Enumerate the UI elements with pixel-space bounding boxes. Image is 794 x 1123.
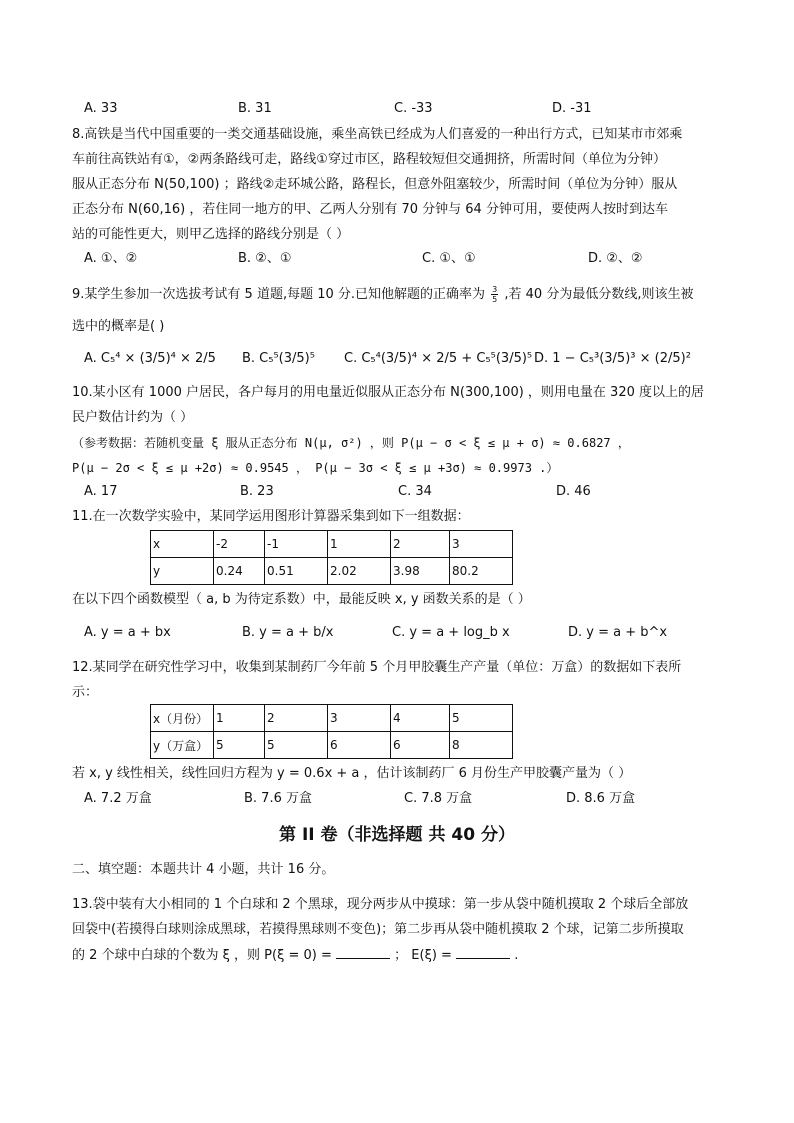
q7-option-c: C. -33 [394,101,433,116]
q9-accuracy-fraction [491,285,498,304]
q11-option-a: A. y = a + bx [84,625,171,640]
table-row [151,558,513,585]
q9-option-a: A. C₅⁴ × (3/5)⁴ × 2/5 [84,351,216,366]
q9-frac-numerator: 3 [492,285,498,294]
q10-line-3: （参考数据：若随机变量 ξ 服从正态分布 N(μ, σ²) ，则 P(μ − σ < ξ ≤ μ + σ) ≈ 0.6827 ， [72,436,630,450]
part2-title: 第 II 卷（非选择题 共 40 分） [279,825,515,845]
q9-text-b: ,若 40 分为最低分数线,则该生被 [504,287,694,302]
q7-option-b: B. 31 [238,101,272,116]
q9-option-d: D. 1 − C₅³(3/5)³ × (2/5)² [534,351,691,366]
table-cell: 5 [265,732,328,759]
q8-line-3: 服从正态分布 N(50,100) ；路线②走环城公路，路程长，但意外阻塞较少，所需时间（单位为分钟）服从 [72,177,678,192]
table-cell: 3 [328,705,391,732]
q8-line-2: 车前往高铁站有①，②两条路线可走，路线①穿过市区，路程较短但交通拥挤，所需时间（单位为分钟） [72,152,666,167]
q10-line-2: 民户数估计约为（ ） [72,410,194,425]
q9-line-1 [72,285,693,304]
q11-option-b: B. y = a + b/x [242,625,334,640]
section2-heading: 二、填空题：本题共计 4 小题，共计 16 分。 [72,862,335,877]
table-cell: x [151,531,214,558]
q9-frac-denominator: 5 [492,295,498,304]
q11-option-d: D. y = a + b^x [568,625,668,640]
table-cell: 0.51 [265,558,328,585]
q10-option-b: B. 23 [240,484,274,499]
table-cell: 80.2 [450,558,513,585]
q8-line-5: 站的可能性更大，则甲乙选择的路线分别是（ ） [72,227,350,242]
table-row [151,531,513,558]
table-cell: 2 [391,531,450,558]
answer-blank-2[interactable] [456,946,510,959]
table-row [151,705,513,732]
table-cell: 4 [391,705,450,732]
q12-line-1: 12.某同学在研究性学习中，收集到某制药厂今年前 5 个月甲胶囊生产产量（单位：万盒）的数据如下表所 [72,660,682,675]
table-cell: 5 [214,732,265,759]
q12-option-c: C. 7.8 万盒 [404,791,473,806]
q7-option-d: D. -31 [552,101,592,116]
q13-line-1: 13.袋中装有大小相同的 1 个白球和 2 个黑球，现分两步从中摸球：第一步从袋中随机摸取 2 个球后全部放 [72,897,689,912]
table-cell: 2 [265,705,328,732]
table-cell: 3.98 [391,558,450,585]
q11-question: 在以下四个函数模型（ a, b 为待定系数）中，最能反映 x, y 函数关系的是（ ） [72,592,531,607]
q12-option-d: D. 8.6 万盒 [566,791,636,806]
q10-option-d: D. 46 [556,484,591,499]
q9-option-b: B. C₅⁵(3/5)⁵ [242,351,315,366]
table-cell: x（月份） [151,705,214,732]
q12-question: 若 x, y 线性相关，线性回归方程为 y = 0.6x + a ，估计该制药厂 6 月份生产甲胶囊产量为（ ） [72,766,632,781]
q12-option-a: A. 7.2 万盒 [84,791,152,806]
q10-line-1: 10.某小区有 1000 户居民，各户每月的用电量近似服从正态分布 N(300,100) ，则用电量在 320 度以上的居 [72,385,704,400]
table-cell: 2.02 [328,558,391,585]
q8-option-b: B. ②、① [238,251,292,266]
table-cell: 3 [450,531,513,558]
table-cell: 0.24 [214,558,265,585]
q11-intro: 11.在一次数学实验中，某同学运用图形计算器采集到如下一组数据： [72,509,470,524]
table-cell: -1 [265,531,328,558]
table-row [151,732,513,759]
q13-line-3 [72,946,518,965]
table-cell: -2 [214,531,265,558]
q9-option-c: C. C₅⁴(3/5)⁴ × 2/5 + C₅⁵(3/5)⁵ [344,351,533,366]
q9-text-a: 9.某学生参加一次选拔考试有 5 道题,每题 10 分.已知他解题的正确率为 [72,287,486,302]
q8-line-4: 正态分布 N(60,16) ，若住同一地方的甲、乙两人分别有 70 分钟与 64 分钟可用，要使两人按时到达车 [72,202,668,217]
table-cell: 6 [328,732,391,759]
q8-option-c: C. ①、① [422,251,476,266]
q13-text-b: ； E(ξ) = [394,948,452,963]
q10-line-4: P(μ − 2σ < ξ ≤ μ +2σ) ≈ 0.9545 ， P(μ − 3σ < ξ ≤ μ +3σ) ≈ 0.9973 .） [72,461,559,475]
q12-data-table [150,704,513,759]
q10-option-c: C. 34 [398,484,432,499]
table-cell: 6 [391,732,450,759]
q12-option-b: B. 7.6 万盒 [244,791,312,806]
q10-option-a: A. 17 [84,484,118,499]
q8-line-1: 8.高铁是当代中国重要的一类交通基础设施，乘坐高铁已经成为人们喜爱的一种出行方式，已知某市市郊乘 [72,127,683,142]
q13-text-c: . [514,948,519,963]
q8-option-d: D. ②、② [588,251,643,266]
q9-line-2: 选中的概率是( ) [72,319,165,334]
q11-data-table [150,530,513,585]
table-cell: 5 [450,705,513,732]
q13-text-a: 的 2 个球中白球的个数为 ξ ，则 P(ξ = 0) = [72,948,332,963]
table-cell: 1 [328,531,391,558]
q7-option-a: A. 33 [84,101,118,116]
table-cell: y [151,558,214,585]
q8-option-a: A. ①、② [84,251,138,266]
table-cell: 1 [214,705,265,732]
q13-line-2: 回袋中(若摸得白球则涂成黑球，若摸得黑球则不变色)；第二步再从袋中随机摸取 2 个球，记第二步所摸取 [72,922,684,937]
q11-option-c: C. y = a + log_b x [392,625,510,640]
table-cell: 8 [450,732,513,759]
table-cell: y（万盒） [151,732,214,759]
answer-blank-1[interactable] [336,946,390,959]
q12-line-2: 示： [72,685,99,700]
